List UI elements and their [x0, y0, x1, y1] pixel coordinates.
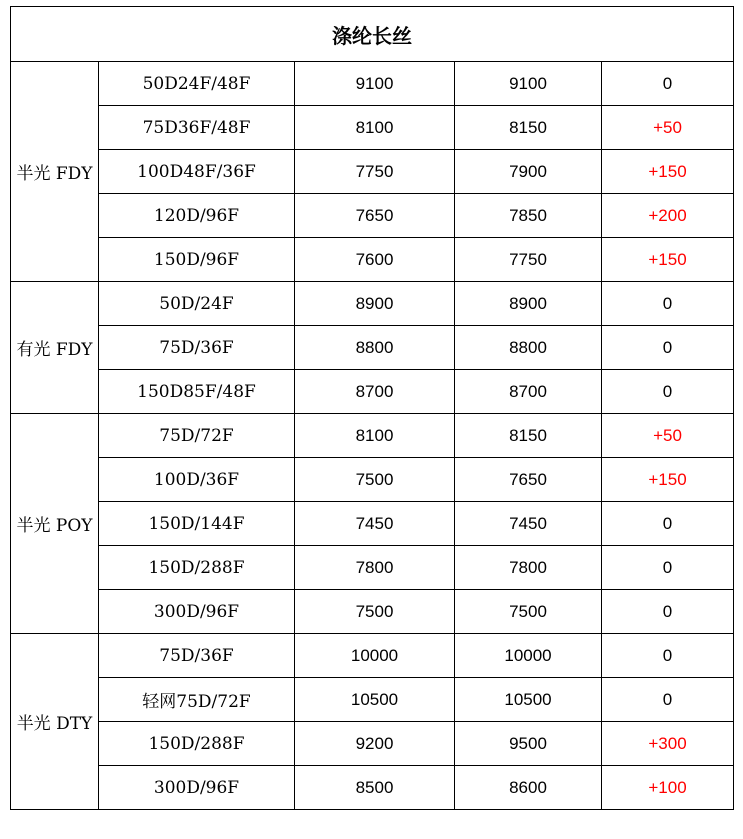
curr-price-cell: 8150	[455, 414, 602, 458]
prev-price-cell: 8700	[295, 370, 455, 414]
spec-cell: 50D/24F	[99, 282, 295, 326]
curr-price-cell: 8900	[455, 282, 602, 326]
curr-price-cell: 8800	[455, 326, 602, 370]
curr-price-cell: 8150	[455, 106, 602, 150]
spec-cell: 100D/36F	[99, 458, 295, 502]
table-row	[11, 414, 734, 458]
change-cell: 0	[602, 590, 734, 634]
table-row	[11, 106, 734, 150]
curr-price-cell: 9100	[455, 62, 602, 106]
spec-cell: 150D/288F	[99, 722, 295, 766]
prev-price-cell: 9200	[295, 722, 455, 766]
change-cell: 0	[602, 634, 734, 678]
curr-price-cell: 7450	[455, 502, 602, 546]
prev-price-cell: 10500	[295, 678, 455, 722]
change-cell: +100	[602, 766, 734, 810]
title-row	[11, 7, 734, 62]
prev-price-cell: 7650	[295, 194, 455, 238]
curr-price-cell: 7500	[455, 590, 602, 634]
table-row	[11, 502, 734, 546]
table-row	[11, 678, 734, 722]
curr-price-cell: 8700	[455, 370, 602, 414]
table-row	[11, 326, 734, 370]
table-row	[11, 722, 734, 766]
curr-price-cell: 7900	[455, 150, 602, 194]
spec-cell: 50D24F/48F	[99, 62, 295, 106]
prev-price-cell: 7600	[295, 238, 455, 282]
prev-price-cell: 7500	[295, 458, 455, 502]
table-row	[11, 62, 734, 106]
category-cell: 半光 DTY	[11, 634, 99, 810]
table-row	[11, 194, 734, 238]
category-cell: 半光 FDY	[11, 62, 99, 282]
category-cell: 有光 FDY	[11, 282, 99, 414]
prev-price-cell: 9100	[295, 62, 455, 106]
spec-cell: 150D/288F	[99, 546, 295, 590]
table-row	[11, 238, 734, 282]
change-cell: 0	[602, 546, 734, 590]
table-row	[11, 546, 734, 590]
table-row	[11, 590, 734, 634]
table-row	[11, 370, 734, 414]
change-cell: +50	[602, 414, 734, 458]
curr-price-cell: 7750	[455, 238, 602, 282]
curr-price-cell: 10500	[455, 678, 602, 722]
change-cell: +150	[602, 458, 734, 502]
prev-price-cell: 7750	[295, 150, 455, 194]
change-cell: 0	[602, 282, 734, 326]
prev-price-cell: 7450	[295, 502, 455, 546]
table-row	[11, 766, 734, 810]
curr-price-cell: 8600	[455, 766, 602, 810]
change-cell: +50	[602, 106, 734, 150]
curr-price-cell: 7650	[455, 458, 602, 502]
table-title: 涤纶长丝	[11, 7, 734, 62]
table-row	[11, 282, 734, 326]
change-cell: 0	[602, 326, 734, 370]
prev-price-cell: 8500	[295, 766, 455, 810]
change-cell: 0	[602, 370, 734, 414]
spec-cell: 150D/96F	[99, 238, 295, 282]
spec-cell: 300D/96F	[99, 766, 295, 810]
spec-cell: 75D/72F	[99, 414, 295, 458]
prev-price-cell: 8900	[295, 282, 455, 326]
spec-cell: 100D48F/36F	[99, 150, 295, 194]
curr-price-cell: 7850	[455, 194, 602, 238]
prev-price-cell: 8800	[295, 326, 455, 370]
change-cell: +150	[602, 150, 734, 194]
change-cell: 0	[602, 502, 734, 546]
spec-cell: 300D/96F	[99, 590, 295, 634]
spec-cell: 120D/96F	[99, 194, 295, 238]
table-row	[11, 150, 734, 194]
table-row	[11, 458, 734, 502]
change-cell: 0	[602, 62, 734, 106]
prev-price-cell: 10000	[295, 634, 455, 678]
category-cell: 半光 POY	[11, 414, 99, 634]
change-cell: +200	[602, 194, 734, 238]
spec-cell: 75D/36F	[99, 634, 295, 678]
curr-price-cell: 9500	[455, 722, 602, 766]
table-row	[11, 634, 734, 678]
spec-cell: 150D/144F	[99, 502, 295, 546]
prev-price-cell: 7800	[295, 546, 455, 590]
spec-cell: 轻网75D/72F	[99, 678, 295, 722]
price-table	[10, 6, 734, 810]
prev-price-cell: 8100	[295, 106, 455, 150]
spec-cell: 75D36F/48F	[99, 106, 295, 150]
prev-price-cell: 8100	[295, 414, 455, 458]
change-cell: +150	[602, 238, 734, 282]
change-cell: +300	[602, 722, 734, 766]
prev-price-cell: 7500	[295, 590, 455, 634]
change-cell: 0	[602, 678, 734, 722]
spec-cell: 75D/36F	[99, 326, 295, 370]
curr-price-cell: 7800	[455, 546, 602, 590]
spec-cell: 150D85F/48F	[99, 370, 295, 414]
curr-price-cell: 10000	[455, 634, 602, 678]
